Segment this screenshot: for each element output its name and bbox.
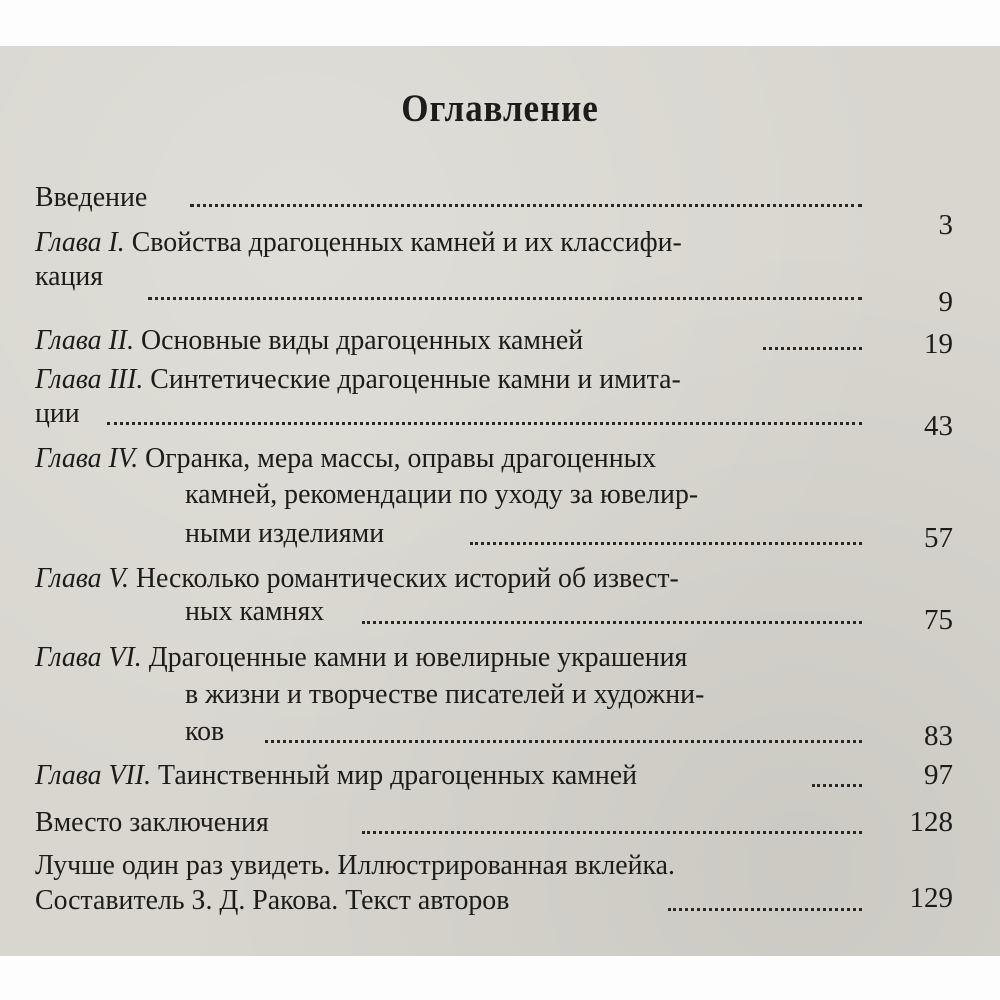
entry-text: Таинственный мир драгоценных камней	[158, 759, 638, 791]
page-number: 3	[938, 209, 953, 241]
toc-entry-continuation: ных камнях	[185, 595, 325, 627]
chapter-label: Глава III.	[35, 363, 144, 395]
chapter-label: Глава IV.	[35, 442, 139, 474]
page-number: 9	[938, 286, 953, 318]
page-number: 128	[909, 806, 953, 838]
toc-entry-chapter-7	[35, 759, 637, 791]
page-number: 43	[924, 410, 953, 442]
toc-entry-conclusion	[35, 806, 269, 838]
toc-entry-continuation: ков	[185, 715, 225, 747]
entry-text: Вместо заключения	[35, 806, 269, 838]
page-number: 97	[924, 759, 953, 791]
toc-entry-continuation: Составитель З. Д. Ракова. Текст авторов	[35, 884, 510, 916]
entry-text: Основные виды драгоценных камней	[141, 324, 584, 356]
chapter-label: Глава V.	[35, 562, 129, 594]
chapter-label: Глава II.	[35, 324, 135, 356]
entry-text: Синтетические драгоценные камни и имита-	[150, 363, 681, 395]
book-page	[0, 46, 1000, 956]
leader-dots	[470, 536, 862, 545]
toc-entry-insert	[35, 849, 675, 881]
toc-entry-chapter-6	[35, 641, 687, 673]
page-number: 83	[924, 720, 953, 752]
page-title: Оглавление	[401, 87, 599, 130]
entry-text: Драгоценные камни и ювелирные украшения	[148, 641, 688, 673]
toc-entry-continuation: ции	[35, 397, 80, 429]
page-number: 129	[909, 882, 953, 914]
chapter-label: Глава VI.	[35, 641, 142, 673]
page-number: 75	[924, 604, 953, 636]
page-number: 57	[924, 522, 953, 554]
chapter-label: Глава VII.	[35, 759, 152, 791]
entry-text: Свойства драгоценных камней и их классифи-	[131, 226, 682, 258]
toc-entry-chapter-3	[35, 363, 681, 395]
entry-text: Лучше один раз увидеть. Иллюстрированная вклейка.	[35, 849, 675, 881]
entry-text: Огранка, мера массы, оправы драгоценных	[145, 442, 657, 474]
toc-entry-continuation: ными изделиями	[185, 517, 385, 549]
chapter-label: Глава I.	[35, 226, 125, 258]
entry-text: Введение	[35, 181, 148, 213]
leader-dots	[362, 615, 862, 624]
toc-entry-continuation: камней, рекомендации по уходу за ювелир-	[185, 478, 699, 510]
leader-dots	[265, 734, 862, 743]
toc-entry-chapter-2	[35, 324, 583, 356]
leader-dots	[362, 825, 862, 834]
leader-dots	[190, 198, 862, 207]
leader-dots	[107, 416, 862, 425]
toc-entry-chapter-5	[35, 562, 679, 594]
entry-text: Несколько романтических историй об извест-	[135, 562, 679, 594]
leader-dots	[148, 291, 862, 300]
page-number: 19	[924, 328, 953, 360]
toc-entry-continuation: в жизни и творчестве писателей и художни-	[185, 678, 705, 710]
toc-entry-chapter-4	[35, 442, 656, 474]
toc-entry-intro	[35, 181, 147, 213]
toc-entry-continuation: кация	[35, 260, 104, 292]
toc-entry-chapter-1	[35, 226, 682, 258]
